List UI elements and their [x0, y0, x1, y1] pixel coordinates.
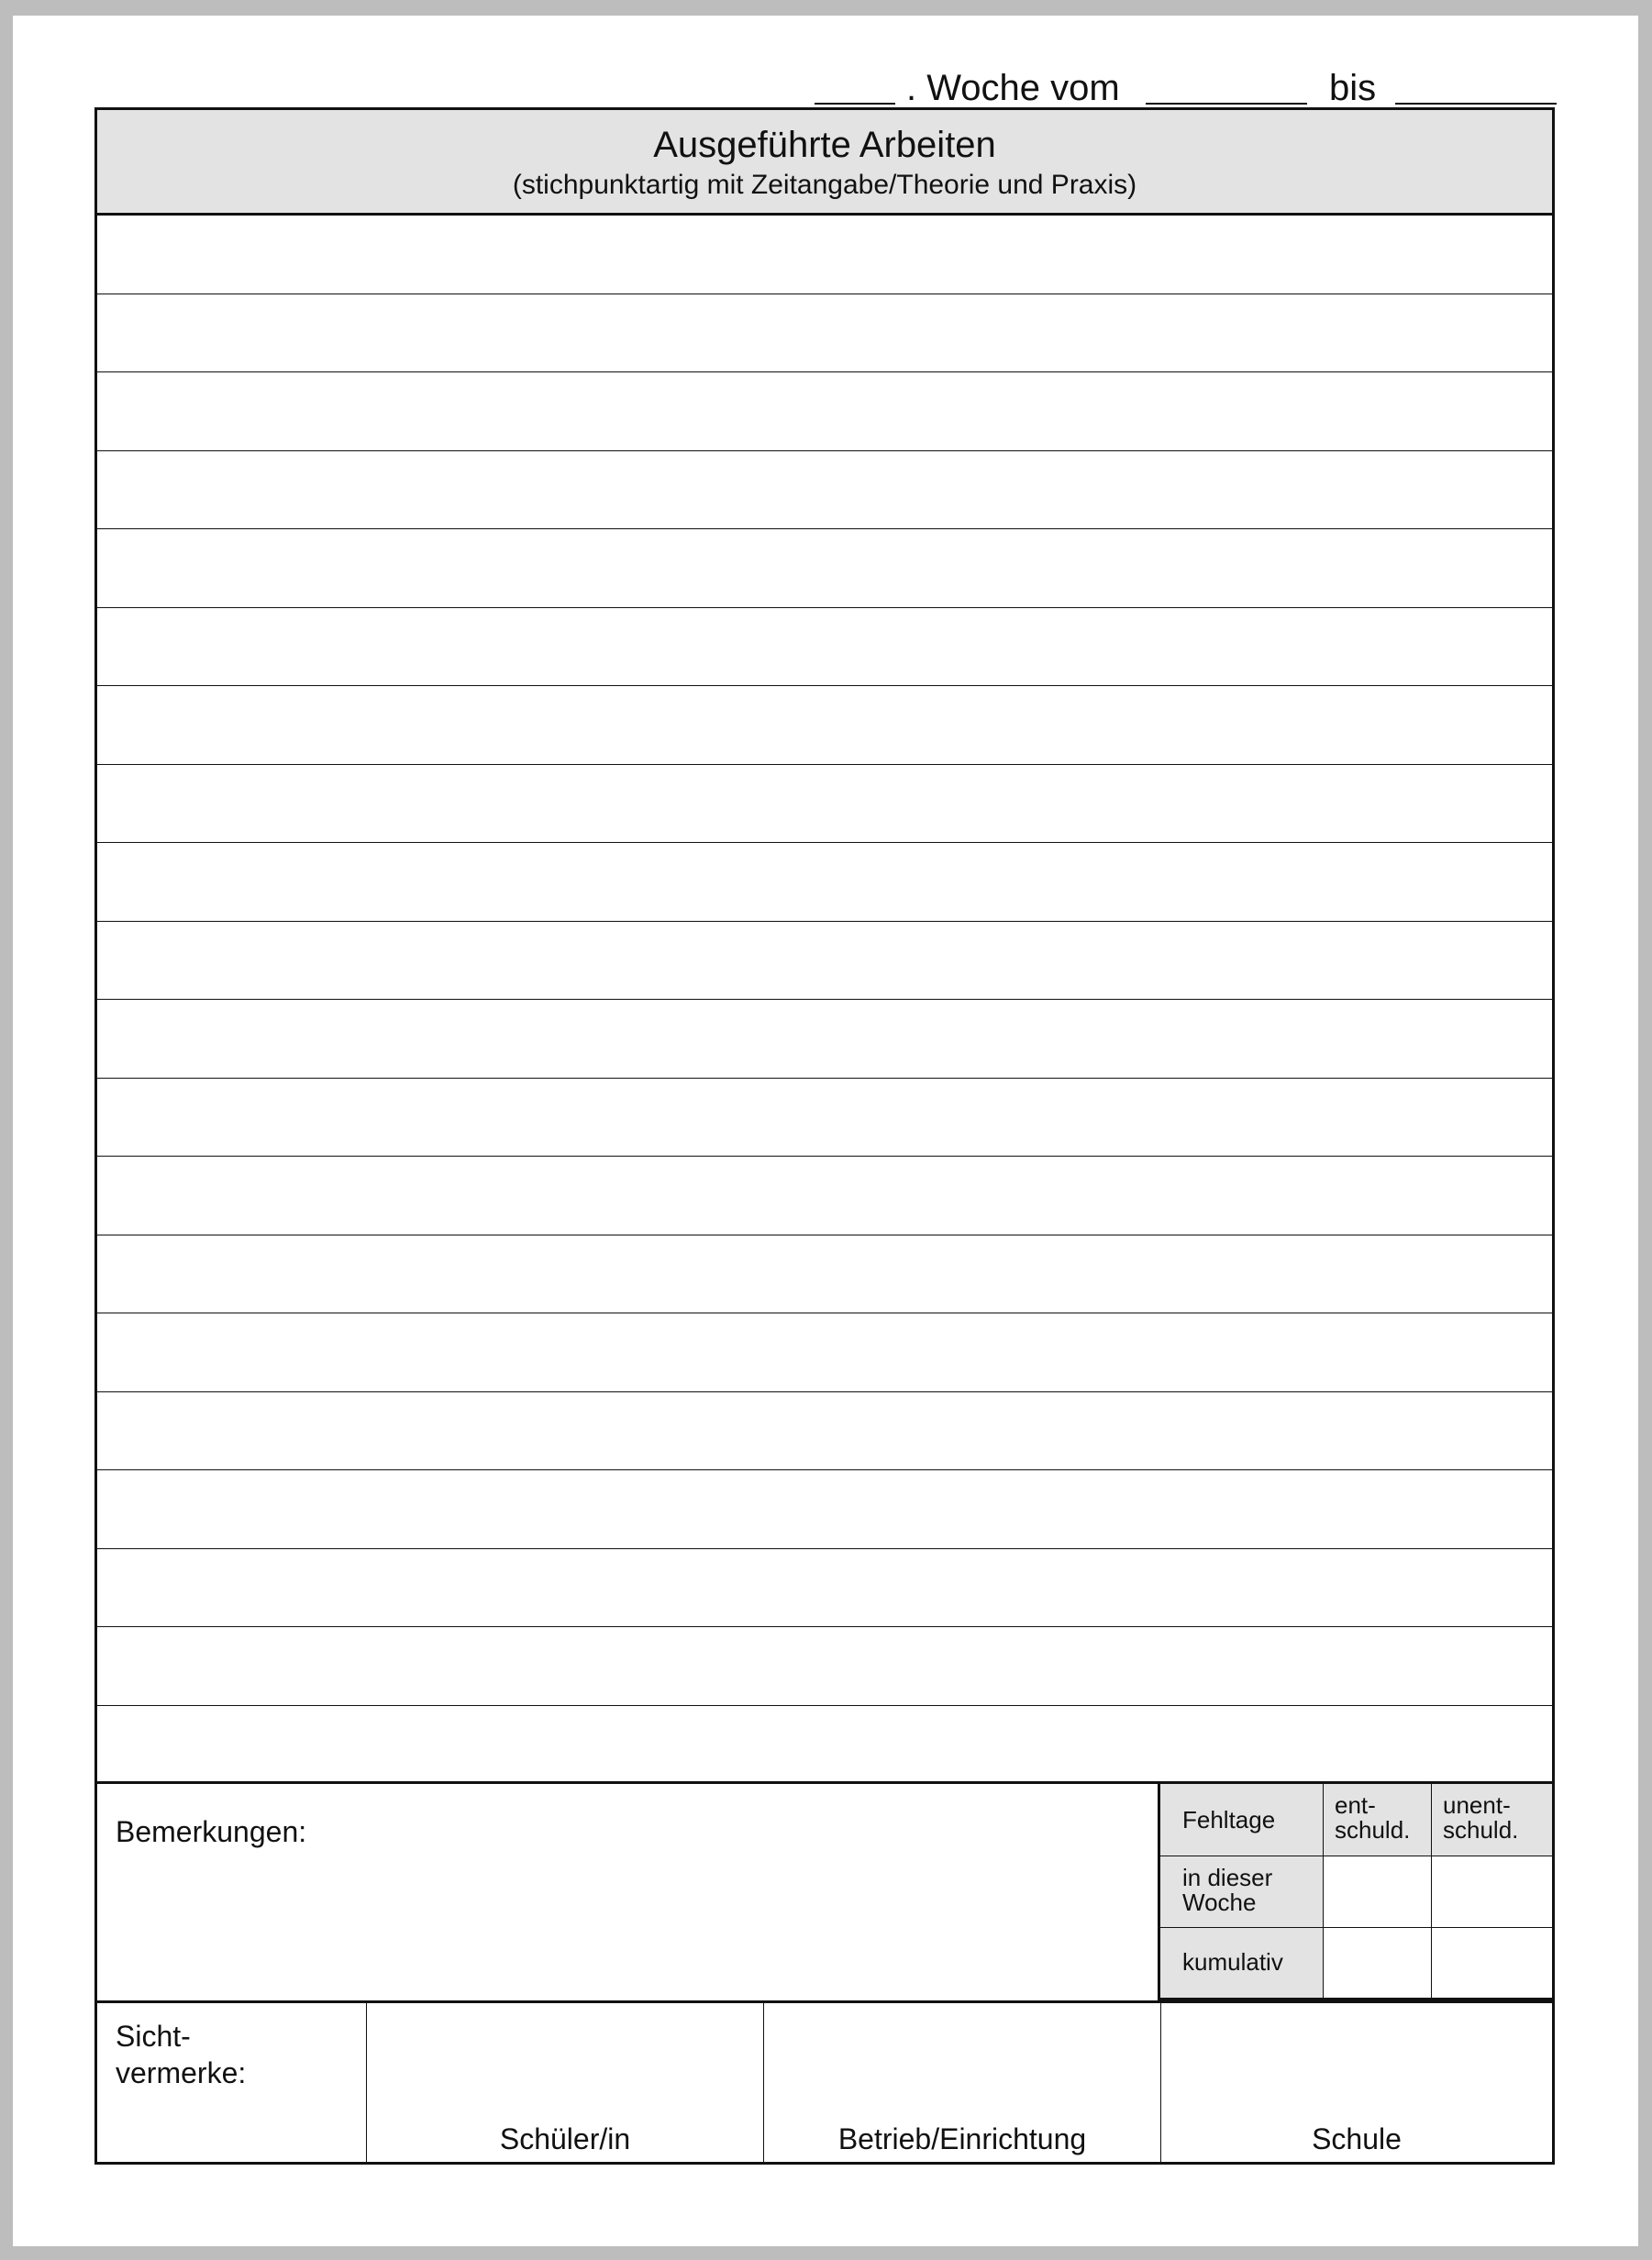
work-line[interactable] [97, 1627, 1552, 1706]
date-to-blank[interactable] [1395, 103, 1557, 105]
signature-label [116, 2018, 246, 2091]
excused-header-cell [1324, 1784, 1432, 1856]
week-unexcused-input[interactable] [1432, 1856, 1552, 1928]
excused-header-line1: ent- [1335, 1791, 1376, 1819]
school-signature-field[interactable] [1161, 2003, 1552, 2162]
work-line[interactable] [97, 1313, 1552, 1392]
work-line[interactable] [97, 216, 1552, 294]
company-signature-caption: Betrieb/Einrichtung [837, 2122, 1087, 2155]
work-line[interactable] [97, 1000, 1552, 1079]
work-line[interactable] [97, 1079, 1552, 1158]
cumulative-row-label: kumulativ [1182, 1948, 1283, 1976]
absence-header-cell [1160, 1784, 1324, 1856]
work-line[interactable] [97, 1706, 1552, 1785]
work-line[interactable] [97, 451, 1552, 530]
signature-row [97, 2000, 1552, 2162]
signature-label-line2: vermerke: [116, 2056, 247, 2089]
report-form [94, 107, 1555, 2165]
unexcused-header-line1: unent- [1443, 1791, 1511, 1819]
work-line[interactable] [97, 294, 1552, 373]
week-row-label-line1: in dieser [1182, 1864, 1273, 1891]
cumulative-row-label-cell [1160, 1928, 1324, 2000]
work-subtitle: (stichpunktartig mit Zeitangabe/Theorie und Praxis) [512, 170, 1137, 200]
cumulative-unexcused-input[interactable] [1432, 1928, 1552, 2000]
company-signature-field[interactable] [764, 2003, 1161, 2162]
work-title: Ausgeführte Arbeiten [653, 125, 996, 165]
work-line[interactable] [97, 372, 1552, 451]
signature-label-cell [97, 2003, 367, 2162]
work-line[interactable] [97, 765, 1552, 844]
work-line[interactable] [97, 1392, 1552, 1471]
report-page [13, 16, 1638, 2246]
excused-header-line2: schuld. [1335, 1816, 1411, 1844]
absence-header: Fehltage [1182, 1806, 1276, 1833]
week-row-label-line2: Woche [1182, 1889, 1257, 1916]
remarks-box[interactable] [97, 1784, 1160, 2000]
week-label: . Woche vom [906, 68, 1120, 108]
cumulative-excused-input[interactable] [1324, 1928, 1432, 2000]
work-line[interactable] [97, 1470, 1552, 1549]
bis-label: bis [1329, 68, 1377, 108]
school-signature-caption: Schule [1312, 2122, 1402, 2155]
signature-label-line1: Sicht- [116, 2020, 191, 2053]
work-line[interactable] [97, 608, 1552, 687]
work-line[interactable] [97, 922, 1552, 1001]
work-line[interactable] [97, 1549, 1552, 1628]
work-lines [97, 216, 1552, 1784]
week-excused-input[interactable] [1324, 1856, 1432, 1928]
work-line[interactable] [97, 529, 1552, 608]
work-line[interactable] [97, 686, 1552, 765]
date-from-blank[interactable] [1146, 103, 1307, 105]
work-line[interactable] [97, 1235, 1552, 1314]
week-row-label-cell [1160, 1856, 1324, 1928]
unexcused-header-line2: schuld. [1443, 1816, 1519, 1844]
student-signature-caption: Schüler/in [499, 2122, 631, 2155]
work-line[interactable] [97, 1157, 1552, 1235]
work-section-header [97, 110, 1552, 216]
student-signature-field[interactable] [367, 2003, 764, 2162]
absence-table [1160, 1784, 1552, 2000]
unexcused-header-cell [1432, 1784, 1552, 1856]
remarks-label: Bemerkungen: [116, 1815, 307, 1848]
week-number-blank[interactable] [815, 103, 895, 105]
work-line[interactable] [97, 843, 1552, 922]
